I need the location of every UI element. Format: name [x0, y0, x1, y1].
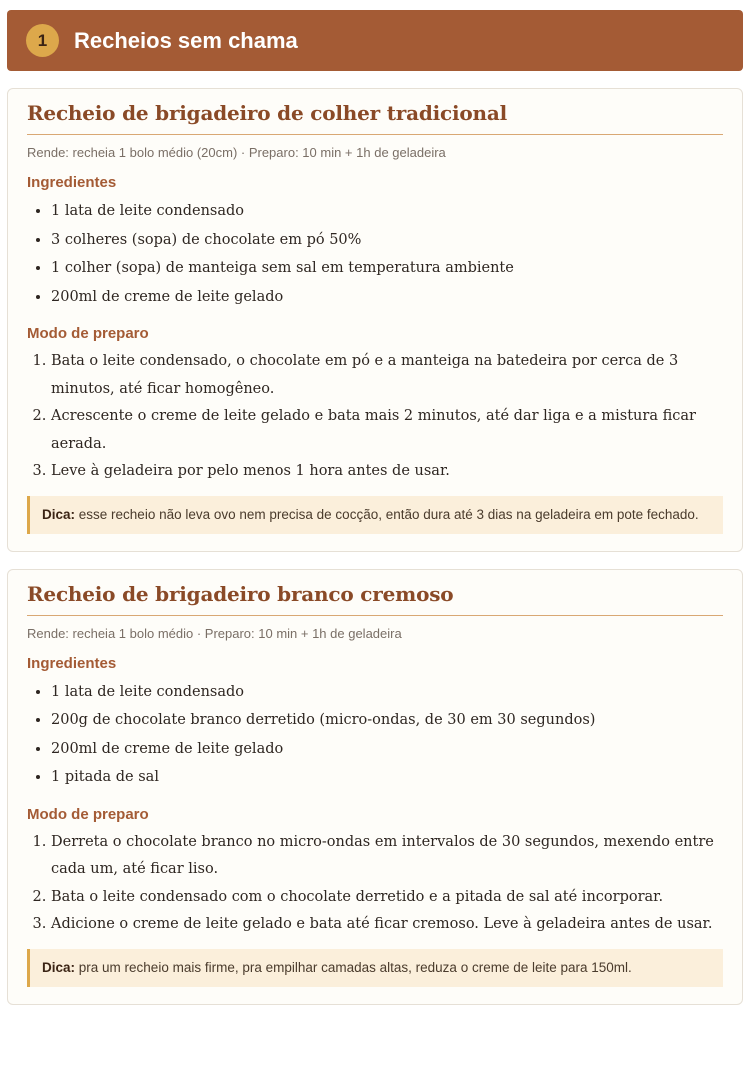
- tip-label: Dica:: [42, 959, 76, 975]
- recipe-title: Recheio de brigadeiro branco cremoso: [27, 582, 723, 616]
- section-title: Recheios sem chama: [74, 27, 298, 53]
- ingredient-item: • 3 colheres (sopa) de chocolate em pó 50%: [51, 226, 723, 255]
- step-item: 1. Derreta o chocolate branco no micro-ondas em intervalos de 30 segundos, mexendo entre cada um, até ficar liso.: [51, 829, 723, 884]
- steps-list: [27, 829, 723, 939]
- tip-text: pra um recheio mais firme, pra empilhar camadas altas, reduza o creme de leite para 150ml.: [78, 959, 632, 975]
- section-number-badge: 1: [26, 24, 59, 57]
- steps-list: [27, 348, 723, 486]
- ingredient-item: • 1 pitada de sal: [51, 763, 723, 792]
- recipe-card: [7, 569, 743, 1005]
- step-item: 2. Bata o leite condensado com o chocolate derretido e a pitada de sal até incorporar.: [51, 884, 723, 912]
- ingredient-item: • 1 colher (sopa) de manteiga sem sal em temperatura ambiente: [51, 254, 723, 283]
- recipe-meta: Rende: recheia 1 bolo médio (20cm) · Preparo: 10 min + 1h de geladeira: [27, 145, 446, 160]
- tip-box: [27, 949, 723, 987]
- step-item: 2. Acrescente o creme de leite gelado e bata mais 2 minutos, até dar liga e a mistura ficar aerada.: [51, 403, 723, 458]
- ingredients-list: [27, 678, 723, 792]
- ingredients-heading: Ingredientes: [27, 654, 117, 672]
- ingredients-heading: Ingredientes: [27, 174, 117, 191]
- ingredients-list: [27, 197, 723, 311]
- step-item: 3. Adicione o creme de leite gelado e bata até ficar cremoso. Leve à geladeira antes de usar.: [51, 911, 723, 939]
- section-header: [7, 10, 743, 71]
- step-item: 3. Leve à geladeira por pelo menos 1 hora antes de usar.: [51, 458, 723, 486]
- tip-box: [27, 496, 723, 534]
- recipe-meta: Rende: recheia 1 bolo médio · Preparo: 10 min + 1h de geladeira: [27, 625, 402, 641]
- ingredient-item: • 1 lata de leite condensado: [51, 678, 723, 707]
- ingredient-item: • 1 lata de leite condensado: [51, 197, 723, 226]
- tip-text: esse recheio não leva ovo nem precisa de cocção, então dura até 3 dias na geladeira em pote fechado.: [78, 506, 699, 522]
- tip-label: Dica:: [42, 506, 76, 522]
- ingredient-item: • 200ml de creme de leite gelado: [51, 735, 723, 764]
- ingredient-item: • 200ml de creme de leite gelado: [51, 283, 723, 312]
- steps-heading: Modo de preparo: [27, 325, 149, 342]
- ingredient-item: • 200g de chocolate branco derretido (micro-ondas, de 30 em 30 segundos): [51, 706, 723, 735]
- steps-heading: Modo de preparo: [27, 805, 149, 823]
- recipe-title: Recheio de brigadeiro de colher tradicional: [27, 101, 723, 135]
- recipe-card: [7, 88, 743, 552]
- step-item: 1. Bata o leite condensado, o chocolate em pó e a manteiga na batedeira por cerca de 3 minutos, até ficar homogêneo.: [51, 348, 723, 403]
